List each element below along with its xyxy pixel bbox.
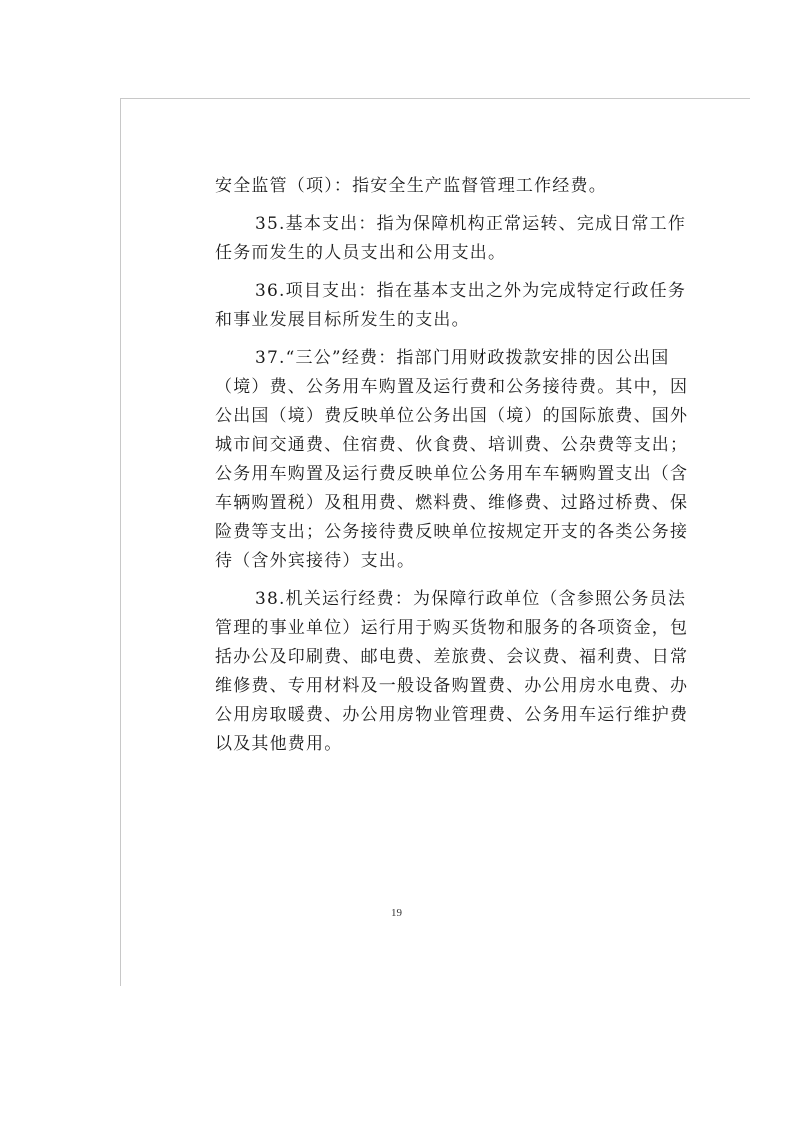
paragraph-line: 38.机关运行经费：为保障行政单位（含参照公务员法: [255, 589, 687, 609]
paragraph-line: 安全监管（项）：指安全生产监督管理工作经费。: [215, 176, 607, 196]
paragraph-line: 和事业发展目标所发生的支出。: [215, 310, 470, 330]
paragraph-line: 维修费、专用材料及一般设备购置费、办公用房水电费、办: [215, 676, 689, 696]
document-body: [215, 172, 689, 759]
paragraph-line: （境）费、公务用车购置及运行费和公务接待费。其中，因: [215, 377, 689, 397]
paragraph-line: 括办公及印刷费、邮电费、差旅费、会议费、福利费、日常: [215, 647, 689, 667]
paragraph-safety-supervision: [215, 172, 665, 201]
page-top-border: [120, 98, 750, 99]
paragraph-line: 车辆购置税）及租用费、燃料费、维修费、过路过桥费、保: [215, 493, 689, 513]
paragraph-three-public-expenses: [215, 344, 689, 576]
paragraph-line: 公用房取暖费、办公用房物业管理费、公务用车运行维护费: [215, 705, 689, 725]
paragraph-line: 任务而发生的人员支出和公用支出。: [215, 243, 507, 263]
paragraph-line: 36.项目支出：指在基本支出之外为完成特定行政任务: [255, 281, 687, 301]
paragraph-project-expenditure: [215, 277, 687, 335]
paragraph-line: 险费等支出；公务接待费反映单位按规定开支的各类公务接: [215, 522, 689, 542]
paragraph-line: 管理的事业单位）运行用于购买货物和服务的各项资金，包: [215, 618, 689, 638]
paragraph-basic-expenditure: [215, 210, 687, 268]
paragraph-line: 城市间交通费、住宿费、伙食费、培训费、公杂费等支出；: [215, 435, 689, 455]
paragraph-line: 待（含外宾接待）支出。: [215, 551, 416, 571]
page-left-border: [120, 98, 121, 986]
paragraph-line: 公出国（境）费反映单位公务出国（境）的国际旅费、国外: [215, 406, 689, 426]
paragraph-line: 35.基本支出：指为保障机构正常运转、完成日常工作: [255, 214, 687, 234]
paragraph-line: 以及其他费用。: [215, 734, 343, 754]
paragraph-line: 公务用车购置及运行费反映单位公务用车车辆购置支出（含: [215, 464, 689, 484]
paragraph-agency-operating-expenses: [215, 585, 689, 759]
page-number: 19: [391, 907, 402, 919]
paragraph-line: 37.“三公”经费：指部门用财政拨款安排的因公出国: [255, 348, 670, 368]
